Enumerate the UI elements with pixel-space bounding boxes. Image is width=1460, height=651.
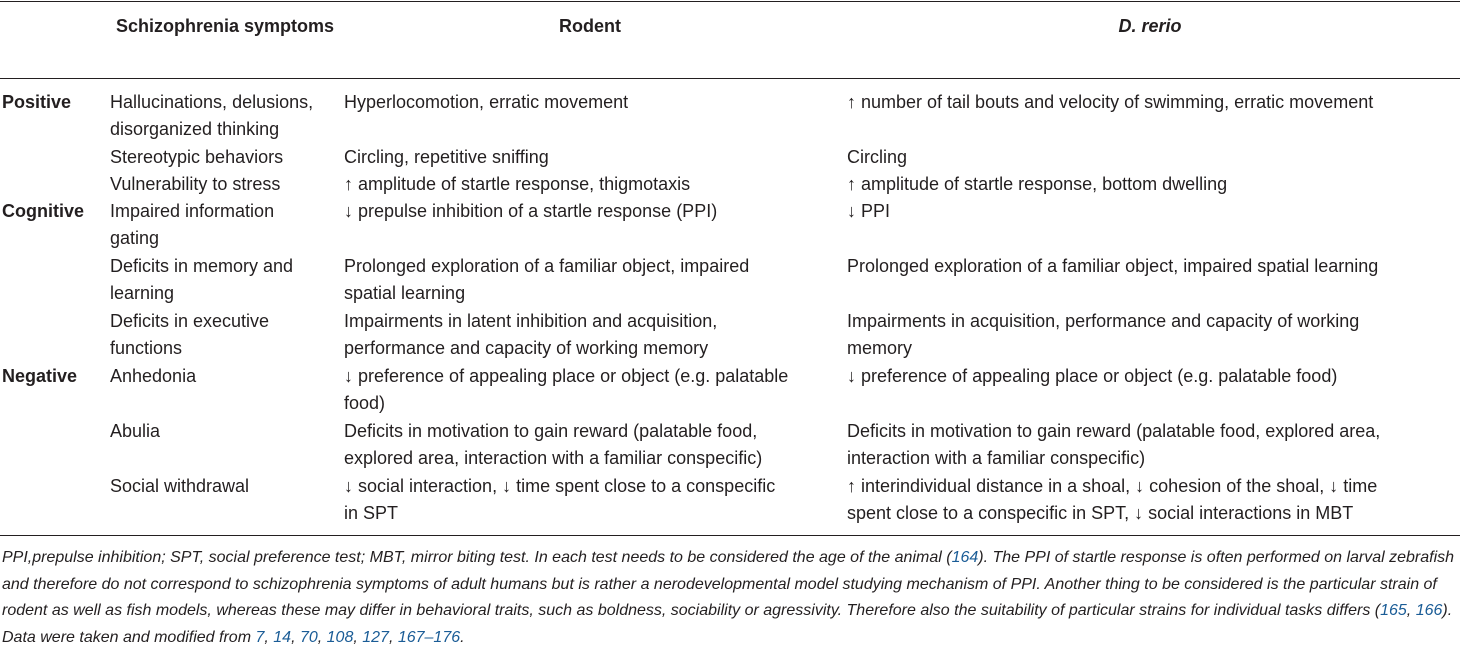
header-symptoms: Schizophrenia symptoms xyxy=(115,16,335,36)
row-rodent: food) xyxy=(344,393,386,413)
row-zebrafish: ↑ interindividual distance in a shoal, ↓ cohesion of the shoal, ↓ time xyxy=(847,476,1378,496)
row-rodent: Circling, repetitive sniffing xyxy=(344,147,549,167)
row-category: Negative xyxy=(2,366,78,386)
header-zebrafish: D. rerio xyxy=(1118,16,1182,36)
row-category: Cognitive xyxy=(2,201,85,221)
row-zebrafish: Prolonged exploration of a familiar object, impaired spatial learning xyxy=(847,256,1379,276)
footnote-text: PPI,prepulse inhibition; SPT, social preference test; MBT, mirror biting test. In each test needs to be considered the age of the animal ( xyxy=(2,549,952,566)
reference-link[interactable]: 165 xyxy=(1380,602,1407,620)
footnote-separator: , xyxy=(264,628,274,646)
reference-link[interactable]: 7 xyxy=(255,628,265,646)
footnote-separator: , xyxy=(291,628,300,646)
row-zebrafish: memory xyxy=(847,338,913,358)
row-symptom: Anhedonia xyxy=(110,366,197,386)
row-zebrafish: Deficits in motivation to gain reward (palatable food, explored area, xyxy=(847,421,1381,441)
row-symptom: gating xyxy=(110,228,160,248)
footnote-separator: , xyxy=(1406,602,1416,620)
reference-link[interactable]: 164 xyxy=(951,549,979,566)
footnote-text: . xyxy=(460,628,465,646)
table-footnote xyxy=(2,545,1460,651)
row-rodent: Impairments in latent inhibition and acquisition, xyxy=(344,311,718,331)
row-zebrafish: interaction with a familiar conspecific) xyxy=(847,448,1146,468)
row-rodent: Hyperlocomotion, erratic movement xyxy=(344,92,629,112)
row-symptom: Social withdrawal xyxy=(110,476,250,496)
row-rodent: spatial learning xyxy=(344,283,466,303)
row-zebrafish: ↓ preference of appealing place or object (e.g. palatable food) xyxy=(847,366,1338,386)
row-rodent: ↑ amplitude of startle response, thigmotaxis xyxy=(344,174,691,194)
reference-link[interactable]: 108 xyxy=(326,628,354,646)
footnote-separator: , xyxy=(317,628,327,646)
row-zebrafish: ↑ amplitude of startle response, bottom dwelling xyxy=(847,174,1228,194)
row-symptom: learning xyxy=(110,283,175,303)
reference-link[interactable]: 14 xyxy=(273,628,292,646)
row-rodent: explored area, interaction with a familiar conspecific) xyxy=(344,448,763,468)
row-rodent: ↓ social interaction, ↓ time spent close to a conspecific xyxy=(344,476,776,496)
row-symptom: Deficits in memory and xyxy=(110,256,294,276)
row-zebrafish: ↑ number of tail bouts and velocity of swimming, erratic movement xyxy=(847,92,1374,112)
footnote-text: ). The PPI of startle response is often performed on larval zebrafish and therefore do not correspond to schizophrenia symptoms of adult humans but is rather a nerodevelopmental model studying mechanism of PPI. Another thing to be considered is the particular strain of rodent as well as fish models, whereas these may differ in behavioral traits, such as boldness, sociability or agressivity. Therefore also the suitability of particular strains for individual tasks differs ( xyxy=(2,549,1455,620)
row-symptom: Hallucinations, delusions, xyxy=(110,92,314,112)
row-rodent: performance and capacity of working memory xyxy=(344,338,709,358)
reference-link[interactable]: 166 xyxy=(1415,602,1443,620)
footnote-separator: , xyxy=(353,628,363,646)
row-rodent: ↓ prepulse inhibition of a startle response (PPI) xyxy=(344,201,718,221)
row-category: Positive xyxy=(2,92,72,112)
table-top-rule xyxy=(0,1,1460,2)
row-zebrafish: ↓ PPI xyxy=(847,201,891,221)
row-symptom: Stereotypic behaviors xyxy=(110,147,284,167)
row-symptom: Deficits in executive xyxy=(110,311,270,331)
row-symptom: Abulia xyxy=(110,421,161,441)
row-symptom: disorganized thinking xyxy=(110,119,280,139)
table-bottom-rule xyxy=(0,535,1460,536)
reference-link[interactable]: 167–176 xyxy=(397,628,461,646)
row-rodent: in SPT xyxy=(344,503,399,523)
row-zebrafish: spent close to a conspecific in SPT, ↓ social interactions in MBT xyxy=(847,503,1354,523)
footnote-text: ). Data were taken and modified from xyxy=(2,602,1453,646)
row-symptom: Vulnerability to stress xyxy=(110,174,281,194)
row-rodent: Deficits in motivation to gain reward (palatable food, xyxy=(344,421,758,441)
row-zebrafish: Circling xyxy=(847,147,908,167)
reference-link[interactable]: 70 xyxy=(299,628,318,646)
row-symptom: Impaired information xyxy=(110,201,275,221)
row-symptom: functions xyxy=(110,338,183,358)
header-bottom-rule xyxy=(0,78,1460,79)
reference-link[interactable]: 127 xyxy=(362,628,389,646)
row-rodent: Prolonged exploration of a familiar object, impaired xyxy=(344,256,750,276)
row-rodent: ↓ preference of appealing place or object (e.g. palatable xyxy=(344,366,789,386)
footnote-separator: , xyxy=(388,628,398,646)
header-rodent: Rodent xyxy=(559,16,621,36)
row-zebrafish: Impairments in acquisition, performance and capacity of working xyxy=(847,311,1360,331)
